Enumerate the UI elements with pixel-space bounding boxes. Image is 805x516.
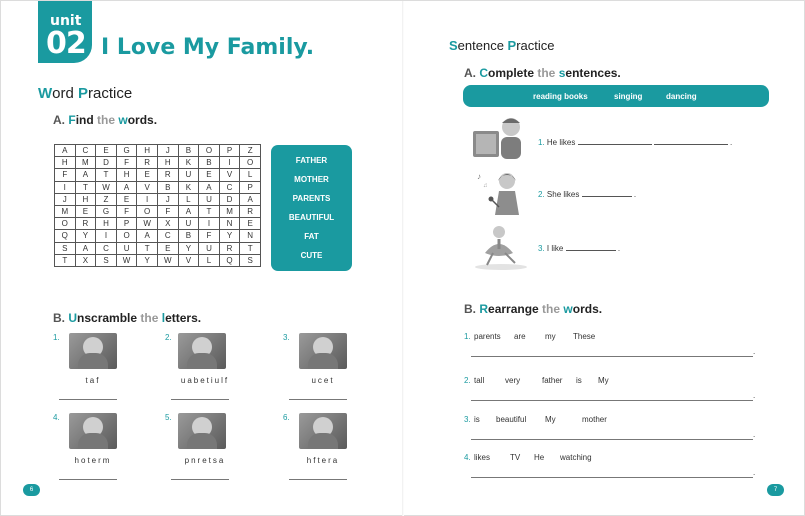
word-bank-item: dancing bbox=[666, 92, 697, 101]
grid-cell[interactable]: U bbox=[199, 193, 220, 205]
boy-reading-illustration bbox=[471, 113, 529, 161]
grid-cell[interactable]: S bbox=[55, 242, 76, 254]
grid-cell[interactable]: Y bbox=[178, 242, 199, 254]
word-bank-item: reading books bbox=[533, 92, 588, 101]
grid-cell[interactable]: Z bbox=[240, 145, 261, 157]
family-photo bbox=[178, 413, 226, 449]
grid-cell[interactable]: O bbox=[240, 157, 261, 169]
scrambled-word: is bbox=[474, 415, 480, 424]
grid-cell[interactable]: U bbox=[178, 218, 199, 230]
grid-cell[interactable]: A bbox=[116, 181, 137, 193]
grid-cell[interactable]: N bbox=[219, 218, 240, 230]
item-number: 4. bbox=[53, 413, 60, 422]
grid-cell[interactable]: E bbox=[157, 242, 178, 254]
period-mark: . bbox=[753, 468, 756, 477]
grid-cell[interactable]: X bbox=[157, 218, 178, 230]
grid-cell[interactable]: T bbox=[137, 242, 158, 254]
word-list-item: FAT bbox=[304, 232, 319, 241]
answer-blank[interactable] bbox=[566, 243, 616, 251]
word-list-item: MOTHER bbox=[294, 175, 329, 184]
grid-cell[interactable]: L bbox=[199, 254, 220, 266]
grid-cell[interactable]: C bbox=[75, 145, 96, 157]
grid-cell[interactable]: H bbox=[96, 218, 117, 230]
grid-cell[interactable]: E bbox=[116, 193, 137, 205]
complete-sentences-title: A. Complete the sentences. bbox=[464, 66, 621, 80]
item-number: 5. bbox=[165, 413, 172, 422]
scrambled-word: parents bbox=[474, 332, 501, 341]
scrambled-letters: hoterm bbox=[74, 456, 112, 465]
grid-row bbox=[55, 145, 261, 157]
grid-cell[interactable]: M bbox=[55, 205, 76, 217]
unscramble-item bbox=[53, 413, 153, 493]
grid-cell[interactable]: L bbox=[178, 193, 199, 205]
grid-cell[interactable]: I bbox=[199, 218, 220, 230]
grid-row bbox=[55, 157, 261, 169]
grid-cell[interactable]: K bbox=[178, 181, 199, 193]
girl-singing-illustration bbox=[471, 169, 529, 217]
grid-cell[interactable]: G bbox=[116, 145, 137, 157]
grid-cell[interactable]: V bbox=[219, 169, 240, 181]
grid-cell[interactable]: X bbox=[75, 254, 96, 266]
svg-text:♫: ♫ bbox=[483, 183, 488, 189]
sentence-3: 3. I like . bbox=[538, 244, 621, 253]
scrambled-word: are bbox=[514, 332, 526, 341]
scrambled-word: father bbox=[542, 376, 563, 385]
grid-cell[interactable]: E bbox=[96, 145, 117, 157]
unscramble-item bbox=[283, 413, 383, 493]
grid-cell[interactable]: T bbox=[96, 169, 117, 181]
grid-cell[interactable]: O bbox=[55, 218, 76, 230]
grid-cell[interactable]: U bbox=[178, 169, 199, 181]
grid-cell[interactable]: T bbox=[75, 181, 96, 193]
scrambled-word: very bbox=[505, 376, 521, 385]
grid-cell[interactable]: W bbox=[157, 254, 178, 266]
word-list-item: CUTE bbox=[300, 251, 323, 260]
grid-cell[interactable]: M bbox=[219, 205, 240, 217]
scrambled-letters: ucet bbox=[311, 376, 335, 385]
scrambled-word: My bbox=[545, 415, 556, 424]
grid-cell[interactable]: J bbox=[55, 193, 76, 205]
unscramble-item bbox=[53, 333, 153, 413]
grid-cell[interactable]: P bbox=[240, 181, 261, 193]
unscramble-item bbox=[165, 333, 265, 413]
grid-cell[interactable]: Y bbox=[75, 230, 96, 242]
unit-badge bbox=[38, 1, 92, 63]
grid-cell[interactable]: V bbox=[137, 181, 158, 193]
scrambled-letters: uabetiulf bbox=[180, 376, 230, 385]
word-list-item: FATHER bbox=[295, 156, 328, 165]
scrambled-word: is bbox=[576, 376, 582, 385]
grid-cell[interactable]: T bbox=[240, 242, 261, 254]
word-list-item: PARENTS bbox=[292, 194, 331, 203]
grid-cell[interactable]: Z bbox=[96, 193, 117, 205]
grid-cell[interactable]: I bbox=[137, 193, 158, 205]
word-bank-item: singing bbox=[614, 92, 643, 101]
grid-cell[interactable]: B bbox=[157, 181, 178, 193]
grid-row bbox=[55, 181, 261, 193]
grid-cell[interactable]: Y bbox=[219, 230, 240, 242]
grid-cell[interactable]: H bbox=[137, 145, 158, 157]
grid-cell[interactable]: R bbox=[75, 218, 96, 230]
grid-cell[interactable]: K bbox=[178, 157, 199, 169]
word-bank-banner bbox=[463, 85, 769, 107]
period-mark: . bbox=[753, 347, 756, 356]
grid-cell[interactable]: D bbox=[96, 157, 117, 169]
grid-cell[interactable]: H bbox=[55, 157, 76, 169]
grid-cell[interactable]: C bbox=[96, 242, 117, 254]
word-search-grid bbox=[54, 144, 261, 267]
grid-cell[interactable]: I bbox=[55, 181, 76, 193]
grid-cell[interactable]: H bbox=[75, 193, 96, 205]
grid-row bbox=[55, 205, 261, 217]
grid-cell[interactable]: E bbox=[240, 218, 261, 230]
grid-cell[interactable]: A bbox=[75, 242, 96, 254]
grid-cell[interactable]: F bbox=[199, 230, 220, 242]
unscramble-item bbox=[165, 413, 265, 493]
grid-cell[interactable]: D bbox=[219, 193, 240, 205]
grid-cell[interactable]: A bbox=[199, 181, 220, 193]
grid-row bbox=[55, 254, 261, 266]
grid-cell[interactable]: H bbox=[157, 157, 178, 169]
grid-cell[interactable]: S bbox=[96, 254, 117, 266]
scrambled-word: My bbox=[598, 376, 609, 385]
scrambled-word: He bbox=[534, 453, 545, 462]
scrambled-word: beautiful bbox=[496, 415, 527, 424]
item-number: 3. bbox=[464, 415, 471, 424]
word-practice-title: Word Practice bbox=[38, 85, 133, 102]
grid-row bbox=[55, 242, 261, 254]
grid-cell[interactable]: T bbox=[55, 254, 76, 266]
grid-cell[interactable]: N bbox=[240, 230, 261, 242]
unscramble-item bbox=[283, 333, 383, 413]
scrambled-word: likes bbox=[474, 453, 491, 462]
grid-cell[interactable]: Q bbox=[219, 254, 240, 266]
grid-cell[interactable]: G bbox=[96, 205, 117, 217]
family-photo bbox=[299, 413, 347, 449]
find-words-title: A. Find the words. bbox=[53, 113, 158, 127]
grid-cell[interactable]: I bbox=[96, 230, 117, 242]
grid-cell[interactable]: F bbox=[116, 157, 137, 169]
item-number: 1. bbox=[464, 332, 471, 341]
word-list-item: BEAUTIFUL bbox=[288, 213, 335, 222]
family-photo bbox=[69, 413, 117, 449]
answer-line[interactable] bbox=[171, 479, 229, 480]
answer-blank[interactable] bbox=[654, 137, 728, 145]
grid-cell[interactable]: A bbox=[178, 205, 199, 217]
period-mark: . bbox=[753, 430, 756, 439]
answer-line[interactable] bbox=[471, 356, 753, 357]
grid-cell[interactable]: Y bbox=[137, 254, 158, 266]
grid-cell[interactable]: E bbox=[75, 205, 96, 217]
grid-cell[interactable]: F bbox=[157, 205, 178, 217]
grid-cell[interactable]: E bbox=[137, 169, 158, 181]
item-number: 2. bbox=[165, 333, 172, 342]
unit-label: unit bbox=[50, 13, 82, 29]
grid-cell[interactable]: C bbox=[219, 181, 240, 193]
item-number: 6. bbox=[283, 413, 290, 422]
left-page bbox=[1, 1, 403, 516]
grid-cell[interactable]: S bbox=[240, 254, 261, 266]
grid-cell[interactable]: A bbox=[75, 169, 96, 181]
scrambled-word: my bbox=[545, 332, 556, 341]
sentence-1: 1. He likes . bbox=[538, 138, 733, 147]
word-list-box bbox=[271, 145, 352, 271]
family-photo bbox=[178, 333, 226, 369]
answer-blank[interactable] bbox=[578, 137, 652, 145]
grid-cell[interactable]: I bbox=[219, 157, 240, 169]
grid-row bbox=[55, 218, 261, 230]
grid-cell[interactable]: Q bbox=[55, 230, 76, 242]
grid-cell[interactable]: F bbox=[55, 169, 76, 181]
grid-cell[interactable]: M bbox=[75, 157, 96, 169]
grid-cell[interactable]: U bbox=[116, 242, 137, 254]
answer-line[interactable] bbox=[171, 399, 229, 400]
grid-cell[interactable]: T bbox=[199, 205, 220, 217]
grid-cell[interactable]: P bbox=[116, 218, 137, 230]
answer-line[interactable] bbox=[289, 479, 347, 480]
grid-cell[interactable]: B bbox=[178, 145, 199, 157]
family-photo bbox=[299, 333, 347, 369]
grid-cell[interactable]: A bbox=[240, 193, 261, 205]
grid-row bbox=[55, 230, 261, 242]
answer-line[interactable] bbox=[59, 479, 117, 480]
sentence-2: 2. She likes . bbox=[538, 190, 637, 199]
answer-line[interactable] bbox=[471, 400, 753, 401]
unit-title: I Love My Family. bbox=[101, 35, 315, 60]
svg-text:♪: ♪ bbox=[477, 172, 481, 181]
scrambled-word: watching bbox=[560, 453, 592, 462]
scrambled-letters: taf bbox=[85, 376, 101, 385]
item-number: 4. bbox=[464, 453, 471, 462]
grid-cell[interactable]: P bbox=[219, 145, 240, 157]
grid-cell[interactable]: O bbox=[137, 205, 158, 217]
unscramble-title: B. Unscramble the letters. bbox=[53, 311, 202, 325]
grid-row bbox=[55, 193, 261, 205]
scrambled-word: TV bbox=[510, 453, 521, 462]
answer-line[interactable] bbox=[471, 477, 753, 478]
grid-cell[interactable]: A bbox=[137, 230, 158, 242]
item-number: 2. bbox=[464, 376, 471, 385]
answer-line[interactable] bbox=[471, 439, 753, 440]
grid-cell[interactable]: O bbox=[116, 230, 137, 242]
answer-blank[interactable] bbox=[582, 189, 632, 197]
grid-cell[interactable]: B bbox=[199, 157, 220, 169]
grid-cell[interactable]: R bbox=[219, 242, 240, 254]
grid-cell[interactable]: V bbox=[178, 254, 199, 266]
grid-cell[interactable]: H bbox=[116, 169, 137, 181]
grid-cell[interactable]: W bbox=[137, 218, 158, 230]
page-number-left: 6 bbox=[23, 484, 40, 496]
grid-cell[interactable]: J bbox=[157, 193, 178, 205]
scrambled-letters: pnretsa bbox=[184, 456, 226, 465]
item-number: 1. bbox=[53, 333, 60, 342]
grid-cell[interactable]: C bbox=[157, 230, 178, 242]
grid-cell[interactable]: L bbox=[240, 169, 261, 181]
grid-cell[interactable]: W bbox=[116, 254, 137, 266]
page-number-right: 7 bbox=[767, 484, 784, 496]
scrambled-word: mother bbox=[582, 415, 607, 424]
answer-line[interactable] bbox=[289, 399, 347, 400]
item-number: 3. bbox=[283, 333, 290, 342]
grid-cell[interactable]: F bbox=[116, 205, 137, 217]
unit-number: 02 bbox=[46, 26, 86, 61]
grid-cell[interactable]: A bbox=[55, 145, 76, 157]
scrambled-word: These bbox=[573, 332, 596, 341]
rearrange-title: B. Rearrange the words. bbox=[464, 302, 603, 316]
period-mark: . bbox=[753, 391, 756, 400]
grid-cell[interactable]: O bbox=[199, 145, 220, 157]
answer-line[interactable] bbox=[59, 399, 117, 400]
grid-cell[interactable]: U bbox=[199, 242, 220, 254]
scrambled-word: tall bbox=[474, 376, 485, 385]
grid-row bbox=[55, 169, 261, 181]
grid-cell[interactable]: R bbox=[137, 157, 158, 169]
grid-cell[interactable]: R bbox=[240, 205, 261, 217]
grid-cell[interactable]: B bbox=[178, 230, 199, 242]
grid-cell[interactable]: J bbox=[157, 145, 178, 157]
grid-cell[interactable]: E bbox=[199, 169, 220, 181]
girl-dancing-illustration bbox=[471, 223, 529, 271]
sentence-practice-title: Sentence Practice bbox=[449, 38, 555, 53]
grid-cell[interactable]: W bbox=[96, 181, 117, 193]
grid-cell[interactable]: R bbox=[157, 169, 178, 181]
scrambled-letters: hftera bbox=[306, 456, 340, 465]
family-photo bbox=[69, 333, 117, 369]
